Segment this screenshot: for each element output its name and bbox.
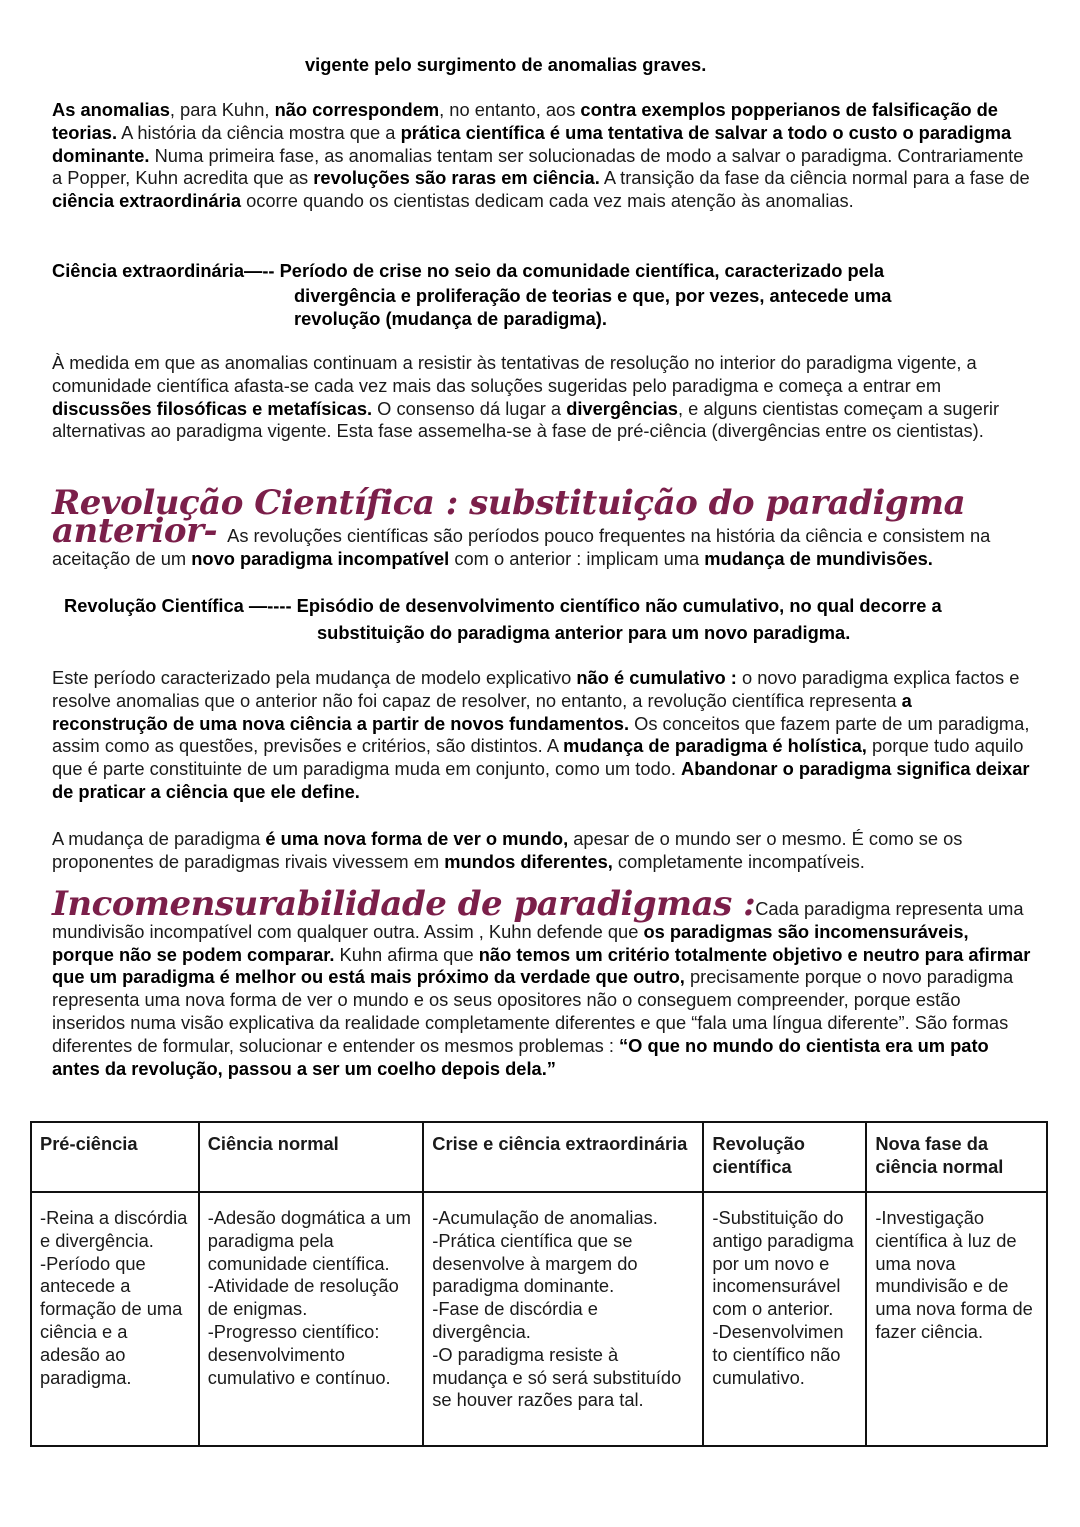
text-run: a reconstrução de uma nova ciência a partir de novos fundamentos. <box>52 689 912 734</box>
text-run: Cada paradigma representa uma mundivisão incompatível com qualquer outra. Assim , Kuhn defende que <box>52 898 1024 942</box>
text-run: Abandonar o paradigma significa deixar de praticar a ciência que ele define. <box>52 758 1030 802</box>
text-run: Kuhn afirma que <box>334 943 479 965</box>
paragraph-incomensurabilidade <box>52 884 1032 1080</box>
table-cell-pre-ciencia <box>31 1192 199 1446</box>
text-run: divergências <box>566 397 678 419</box>
text-run: prática científica é uma tentativa de salvar a todo o custo o paradigma dominante. <box>52 121 1012 166</box>
text-run: A história da ciência mostra que a <box>117 121 401 143</box>
table-cell-line: -O paradigma resiste à mudança e só será substituído se houver razões para tal. <box>432 1343 682 1411</box>
table-cell-line: -Fase de discórdia e divergência. <box>432 1298 598 1342</box>
table-cell-line: -Atividade de resolução de enigmas. <box>207 1275 399 1320</box>
text-run: A transição da fase da ciência normal para a fase de <box>599 167 1030 189</box>
table-header: Crise e ciência extraordinária <box>423 1122 703 1192</box>
table-cell-line: -Substituição do antigo paradigma por um novo e incomensurável com o anterior. <box>712 1207 854 1320</box>
table-cell-crise <box>423 1192 703 1446</box>
text-run: ciência extraordinária <box>52 190 241 212</box>
definition-dash: —- <box>244 260 269 281</box>
table-cell-nova-fase <box>866 1192 1047 1446</box>
text-run: não é cumulativo : <box>576 667 737 688</box>
summary-table <box>30 1121 1048 1447</box>
text-run: o novo paradigma explica factos e resolve anomalias que o anterior não foi capaz de resolver, no entanto, a revolução científica representa <box>52 667 1020 711</box>
text-run: mundos diferentes, <box>444 850 613 872</box>
table-header: Pré-ciência <box>31 1122 199 1192</box>
text-run: A mudança de paradigma <box>52 828 266 849</box>
definition-text-line1: - Período de crise no seio da comunidade científica, caracterizado pela <box>268 260 885 281</box>
table-header: Revolução científica <box>703 1122 866 1192</box>
text-run: “O que no mundo do cientista era um pato antes da revolução, passou a ser um coelho depois dela.” <box>52 1034 989 1079</box>
table-cell-line: -Reina a discórdia e divergência. <box>40 1207 188 1251</box>
text-run: é uma nova forma de ver o mundo, <box>265 828 569 849</box>
table-cell-revolucao <box>703 1192 866 1446</box>
text-run: os paradigmas são incomensuráveis, porque não se podem comparar. <box>52 920 969 965</box>
text-run: Os conceitos que fazem parte de um paradigma, assim como as questões, previsões e critérios, são distintos. A <box>52 712 1030 757</box>
text-run: Este período caracterizado pela mudança de modelo explicativo <box>52 667 577 688</box>
text-run: apesar de o mundo ser o mesmo. É como se os proponentes de paradigmas rivais vivessem em <box>52 828 963 872</box>
definition-text-line3: revolução (mudança de paradigma). <box>294 308 607 329</box>
table-cell-line: -Progresso científico: desenvolvimento cumulativo e contínuo. <box>207 1320 391 1388</box>
table-cell-line: -Adesão dogmática a um paradigma pela comunidade científica. <box>207 1207 411 1274</box>
table-header: Ciência normal <box>199 1122 424 1192</box>
definition-term: Ciência extraordinária <box>52 260 245 281</box>
text-run: porque tudo aquilo que é parte constituinte de um paradigma muda em conjunto, como um todo. <box>52 735 1024 780</box>
text-run: discussões filosóficas e metafísicas. <box>52 397 373 419</box>
text-run: , para Kuhn, <box>169 99 275 120</box>
text-run: não temos um critério totalmente objetivo e neutro para afirmar que um paradigma é melhor ou está mais próximo da verdade que outro, <box>52 943 1031 988</box>
text-run: não correspondem <box>274 99 440 120</box>
text-run: À medida em que as anomalias continuam a resistir às tentativas de resolução no interior do paradigma vigente, a comunidade científica afasta-se cada vez mais das soluções sugeridas pelo paradigma e começa a entrar em <box>52 352 977 396</box>
table-cell-ciencia-normal <box>199 1192 424 1446</box>
text-run: Numa primeira fase, as anomalias tentam ser solucionadas de modo a salvar o paradigma. Contrariamente a Popper, Kuhn acredita que as <box>52 144 1024 189</box>
text-run: completamente incompatíveis. <box>612 850 865 872</box>
incomensurabilidade-text <box>52 898 1030 1079</box>
text-run: As revoluções científicas são períodos pouco frequentes na história da ciência e consistem na aceitação de um <box>52 524 991 569</box>
paragraph-revolucao <box>52 483 1032 570</box>
text-run: revoluções são raras em ciência. <box>313 167 600 189</box>
table-cell-line: -Prática científica que se desenvolve à margem do paradigma dominante. <box>432 1229 638 1297</box>
text-run: , no entanto, aos <box>439 99 581 120</box>
table-cell-line: -Acumulação de anomalias. <box>432 1207 658 1228</box>
text-run: ocorre quando os cientistas dedicam cada vez mais atenção às anomalias. <box>241 190 854 212</box>
table-cell-line: -Período que antecede a formação de uma ciência e a adesão ao paradigma. <box>40 1252 183 1388</box>
heading-incomensurabilidade: Incomensurabilidade de paradigmas : <box>52 884 756 924</box>
text-run: com o anterior : implicam uma <box>449 547 705 569</box>
table-cell-line: -Investigação científica à luz de uma nova mundivisão e de uma nova forma de fazer ciência. <box>875 1207 1033 1342</box>
definition-text-line2: divergência e proliferação de teorias e que, por vezes, antecede uma <box>294 285 892 306</box>
paragraph-periodo <box>52 667 1032 804</box>
text-run: contra exemplos popperianos de falsificação de teorias. <box>52 99 998 143</box>
paragraph-crise <box>52 352 1032 443</box>
heading-revolucao-cientifica: Revolução Científica : substituição do paradigma anterior- <box>52 483 966 551</box>
definition-text-line2: substituição do paradigma anterior para um novo paradigma. <box>317 622 851 643</box>
table-header: Nova fase da ciência normal <box>866 1122 1047 1192</box>
text-run: As anomalias <box>52 99 170 120</box>
intro-tail: vigente pelo surgimento de anomalias graves. <box>305 54 707 75</box>
text-run: precisamente porque o novo paradigma representa uma nova forma de ver o mundo e os seus opositores não o conseguem compreender, porque estão inseridos numa visão explicativa da realidade completamente diferentes e que “fala uma língua diferente”. São formas diferentes de formular, solucionar e entender os mesmos problemas : <box>52 966 1014 1056</box>
text-run: mudança de paradigma é holística, <box>563 735 867 757</box>
text-run: , e alguns cientistas começam a sugerir alternativas ao paradigma vigente. Esta fase assemelha-se à fase de pré-ciência (divergências entre os cientistas). <box>52 397 1000 442</box>
text-run: mudança de mundivisões. <box>704 547 933 569</box>
definition-text-line1: Episódio de desenvolvimento científico não cumulativo, no qual decorre a <box>296 595 942 616</box>
definition-term: Revolução Científica <box>64 595 244 616</box>
table-header-row <box>31 1122 1047 1192</box>
text-run: novo paradigma incompatível <box>191 547 450 569</box>
table-row <box>31 1192 1047 1446</box>
paragraph-anomalias <box>52 99 1032 213</box>
text-run: O consenso dá lugar a <box>372 397 567 419</box>
paragraph-mundo <box>52 828 1032 874</box>
table-cell-line: -Desenvolvimen to científico não cumulativo. <box>712 1320 844 1388</box>
definition-dash: —---- <box>248 595 292 616</box>
